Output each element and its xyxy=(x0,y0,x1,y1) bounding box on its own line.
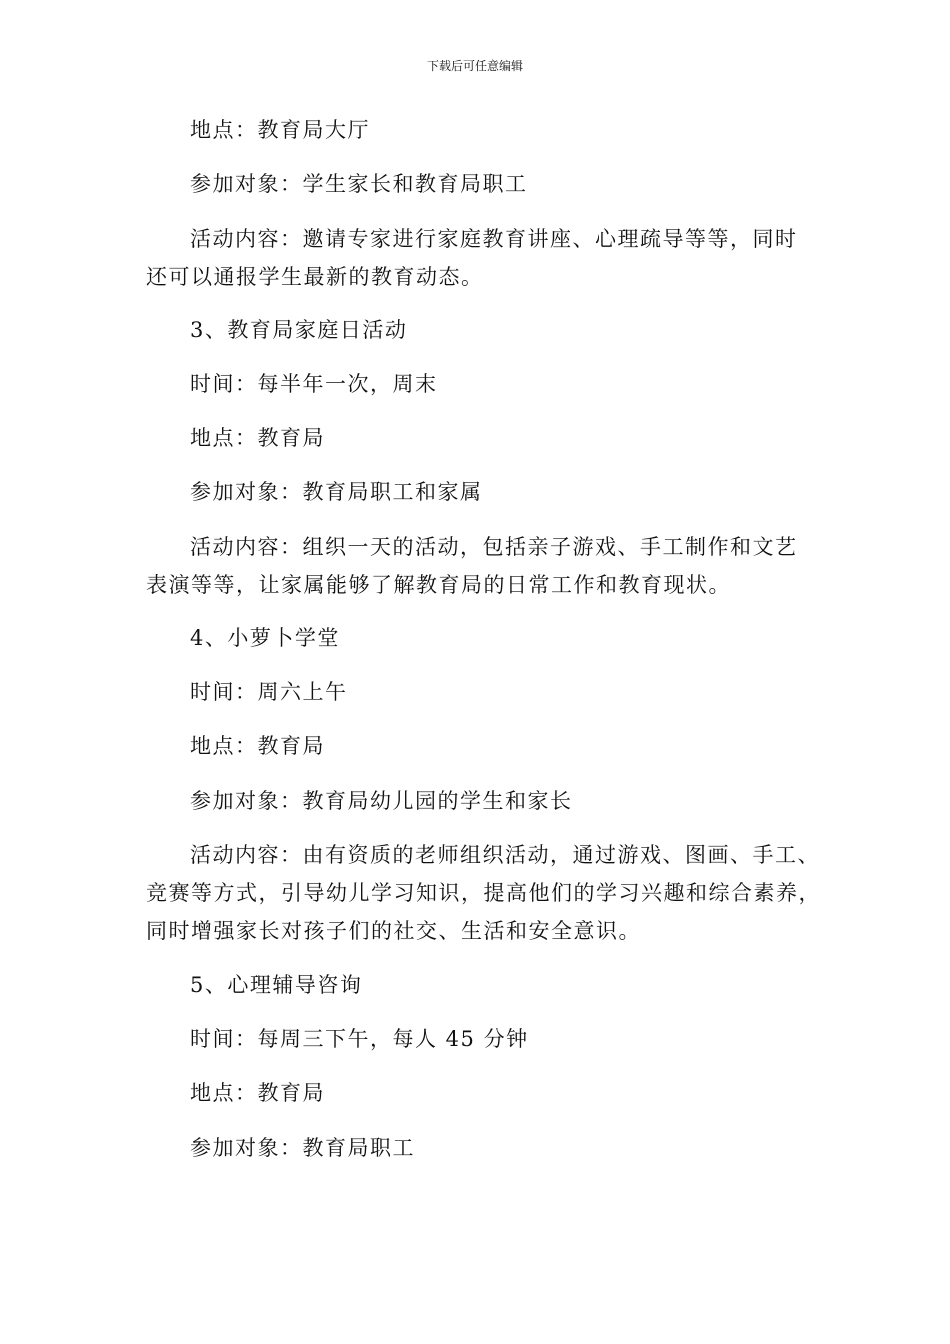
paragraph-line: 活动内容：由有资质的老师组织活动，通过游戏、图画、手工、 xyxy=(190,843,820,867)
paragraph-line: 活动内容：邀请专家进行家庭教育讲座、心理疏导等等，同时 xyxy=(190,227,798,251)
section-heading: 3、教育局家庭日活动 xyxy=(190,318,408,342)
page-header-note: 下载后可任意编辑 xyxy=(426,59,523,73)
paragraph-line: 参加对象：教育局职工 xyxy=(190,1136,415,1160)
paragraph-line: 地点：教育局大厅 xyxy=(190,118,370,142)
paragraph-continuation-line: 还可以通报学生最新的教育动态。 xyxy=(146,265,484,289)
paragraph-line: 活动内容：组织一天的活动，包括亲子游戏、手工制作和文艺 xyxy=(190,535,798,559)
section-heading: 4、小萝卜学堂 xyxy=(190,626,340,650)
paragraph-line: 参加对象：教育局幼儿园的学生和家长 xyxy=(190,789,573,813)
paragraph-line: 时间：每周三下午，每人 45 分钟 xyxy=(190,1027,529,1051)
paragraph-line: 参加对象：学生家长和教育局职工 xyxy=(190,172,528,196)
paragraph-line: 时间：每半年一次，周末 xyxy=(190,372,438,396)
paragraph-continuation-line: 同时增强家长对孩子们的社交、生活和安全意识。 xyxy=(146,919,641,943)
paragraph-line: 地点：教育局 xyxy=(190,734,325,758)
paragraph-continuation-line: 表演等等，让家属能够了解教育局的日常工作和教育现状。 xyxy=(146,573,731,597)
paragraph-line: 时间：周六上午 xyxy=(190,680,348,704)
paragraph-line: 地点：教育局 xyxy=(190,1081,325,1105)
paragraph-continuation-line: 竞赛等方式，引导幼儿学习知识，提高他们的学习兴趣和综合素养， xyxy=(146,881,821,905)
paragraph-line: 参加对象：教育局职工和家属 xyxy=(190,480,483,504)
section-heading: 5、心理辅导咨询 xyxy=(190,973,363,997)
paragraph-line: 地点：教育局 xyxy=(190,426,325,450)
